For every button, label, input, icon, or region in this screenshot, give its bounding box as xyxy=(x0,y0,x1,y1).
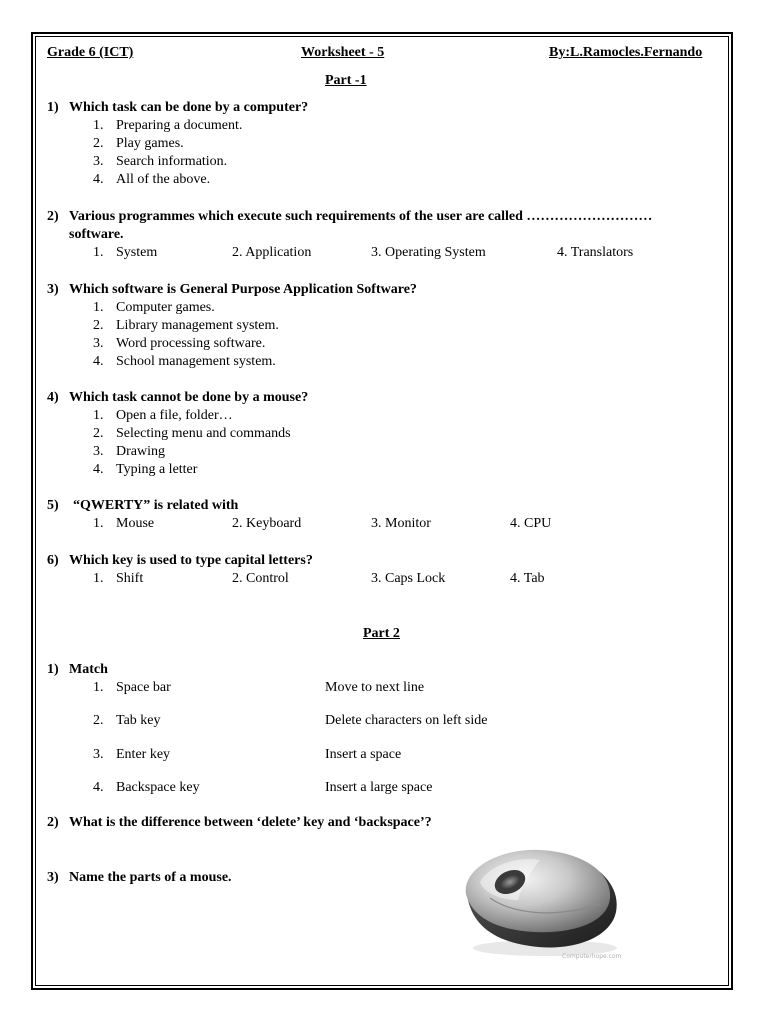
part1-title: Part -1 xyxy=(325,73,367,88)
q1-number: 1) xyxy=(47,100,59,115)
match-left-2: Tab key xyxy=(116,713,161,728)
q3-option-3: Word processing software. xyxy=(116,336,266,351)
q6-option-2: 2. Control xyxy=(232,571,289,586)
q4-text: Which task cannot be done by a mouse? xyxy=(69,390,309,405)
option-number: 4. xyxy=(93,780,104,795)
q2-option-2: 2. Application xyxy=(232,245,312,260)
option-number: 4. xyxy=(93,462,104,477)
option-number: 3. xyxy=(93,336,104,351)
option-number: 1. xyxy=(93,118,104,133)
match-right-2: Delete characters on left side xyxy=(325,713,488,728)
option-number: 3. xyxy=(93,154,104,169)
q5-option-2: 2. Keyboard xyxy=(232,516,302,531)
option-number: 1. xyxy=(93,571,104,586)
p2-q2-text: What is the difference between ‘delete’ key and ‘backspace’? xyxy=(69,815,432,830)
q6-option-1: Shift xyxy=(116,571,144,586)
q1-option-2: Play games. xyxy=(116,136,184,151)
option-number: 2. xyxy=(93,426,104,441)
q3-text: Which software is General Purpose Application Software? xyxy=(69,282,417,297)
q2-text-continued: software. xyxy=(69,227,124,242)
q4-option-3: Drawing xyxy=(116,444,165,459)
q3-option-2: Library management system. xyxy=(116,318,279,333)
option-number: 2. xyxy=(93,713,104,728)
q3-option-1: Computer games. xyxy=(116,300,215,315)
option-number: 4. xyxy=(93,172,104,187)
option-number: 1. xyxy=(93,680,104,695)
option-number: 4. xyxy=(93,354,104,369)
option-number: 1. xyxy=(93,245,104,260)
q1-option-4: All of the above. xyxy=(116,172,211,187)
p2-q2-number: 2) xyxy=(47,815,59,830)
computer-mouse-image xyxy=(450,842,630,960)
p2-q3-number: 3) xyxy=(47,870,59,885)
q2-option-1: System xyxy=(116,245,158,260)
match-left-3: Enter key xyxy=(116,747,171,762)
q1-option-1: Preparing a document. xyxy=(116,118,243,133)
option-number: 1. xyxy=(93,516,104,531)
q5-option-3: 3. Monitor xyxy=(371,516,431,531)
q6-text: Which key is used to type capital letters? xyxy=(69,553,313,568)
q1-text: Which task can be done by a computer? xyxy=(69,100,309,115)
q4-option-4: Typing a letter xyxy=(116,462,198,477)
header-author: By:L.Ramocles.Fernando xyxy=(549,45,703,60)
q4-option-1: Open a file, folder… xyxy=(116,408,233,423)
q2-number: 2) xyxy=(47,209,59,224)
q5-option-1: Mouse xyxy=(116,516,155,531)
match-left-4: Backspace key xyxy=(116,780,200,795)
option-number: 2. xyxy=(93,136,104,151)
match-right-3: Insert a space xyxy=(325,747,402,762)
match-right-4: Insert a large space xyxy=(325,780,433,795)
q2-option-3: 3. Operating System xyxy=(371,245,486,260)
header-grade: Grade 6 (ICT) xyxy=(47,45,134,60)
q4-number: 4) xyxy=(47,390,59,405)
q3-option-4: School management system. xyxy=(116,354,276,369)
p2-q1-number: 1) xyxy=(47,662,59,677)
part2-title: Part 2 xyxy=(363,626,400,641)
option-number: 2. xyxy=(93,318,104,333)
q3-number: 3) xyxy=(47,282,59,297)
header-worksheet: Worksheet - 5 xyxy=(301,45,385,60)
option-number: 1. xyxy=(93,300,104,315)
q6-option-3: 3. Caps Lock xyxy=(371,571,446,586)
q1-option-3: Search information. xyxy=(116,154,228,169)
q2-text: Various programmes which execute such requirements of the user are called ……………………… xyxy=(69,209,653,224)
p2-q3-text: Name the parts of a mouse. xyxy=(69,870,232,885)
q5-number: 5) xyxy=(47,498,59,513)
q2-option-4: 4. Translators xyxy=(557,245,634,260)
match-left-1: Space bar xyxy=(116,680,171,695)
q6-number: 6) xyxy=(47,553,59,568)
option-number: 3. xyxy=(93,747,104,762)
q5-option-4: 4. CPU xyxy=(510,516,552,531)
q5-text: “QWERTY” is related with xyxy=(73,498,239,513)
match-right-1: Move to next line xyxy=(325,680,425,695)
option-number: 1. xyxy=(93,408,104,423)
option-number: 3. xyxy=(93,444,104,459)
p2-q1-text: Match xyxy=(69,662,108,677)
q4-option-2: Selecting menu and commands xyxy=(116,426,291,441)
q6-option-4: 4. Tab xyxy=(510,571,545,586)
image-watermark: Computerhope.com xyxy=(562,953,622,960)
